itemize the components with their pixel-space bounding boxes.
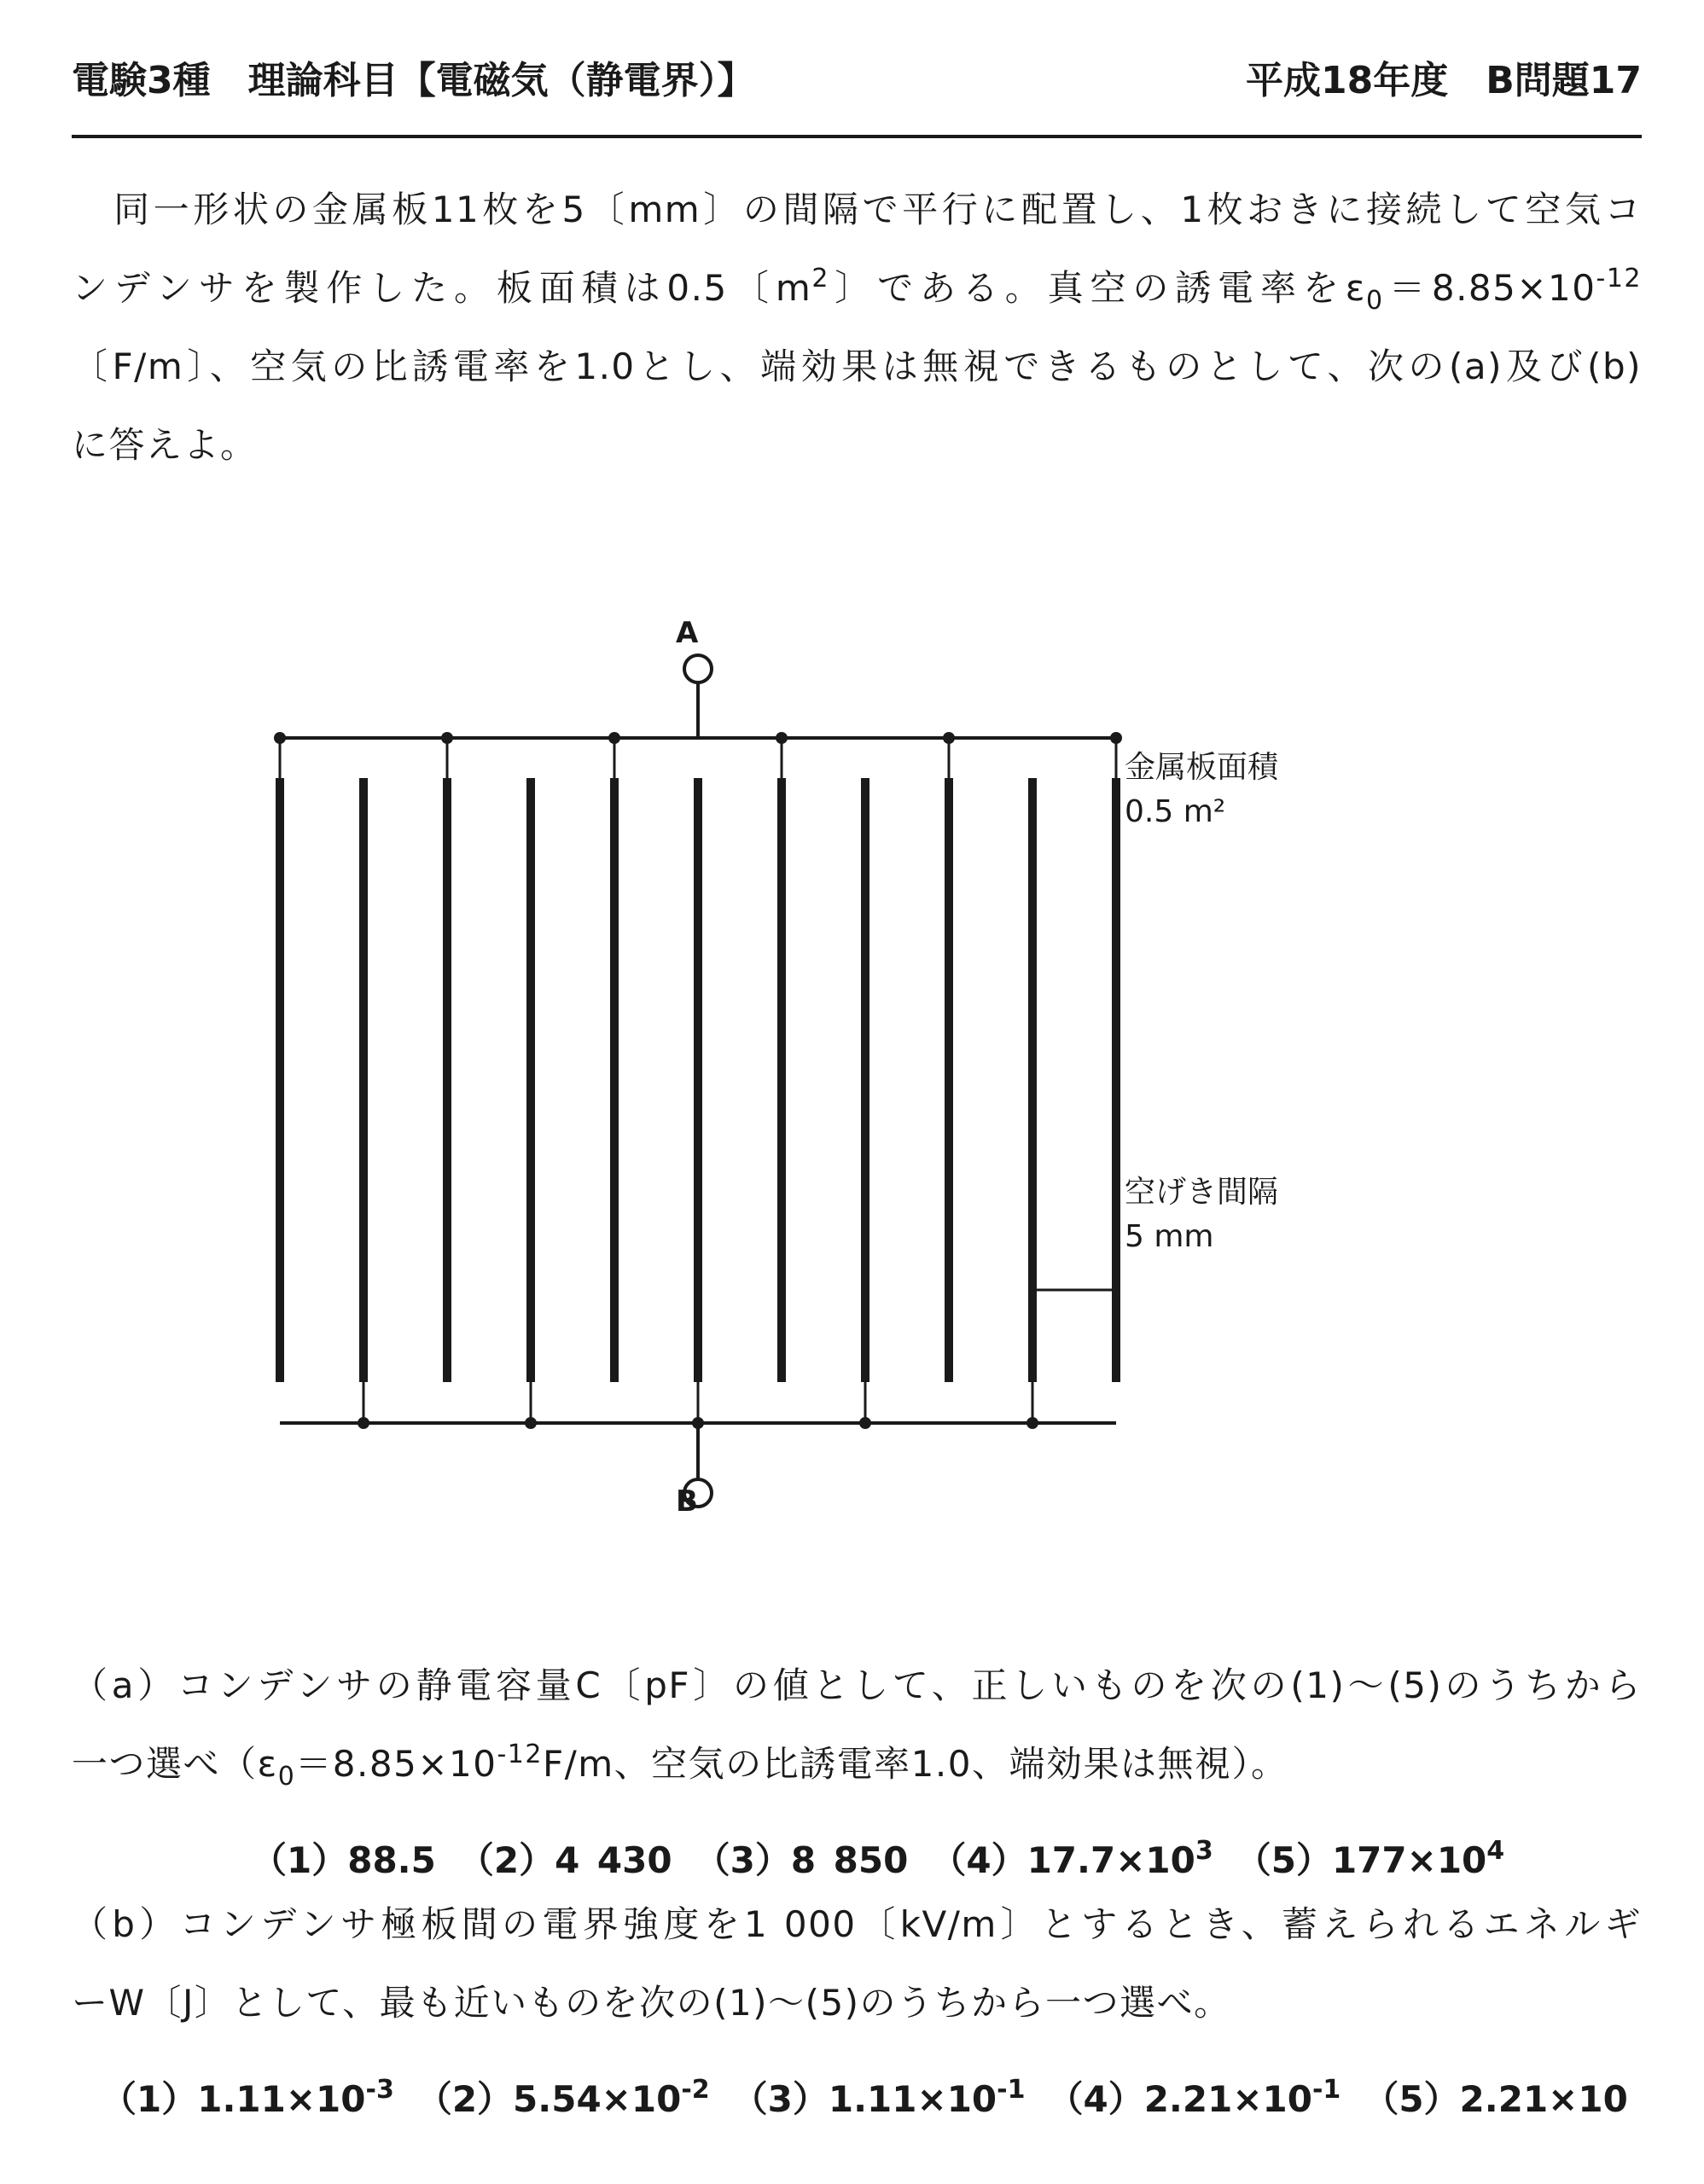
question-a-line-2: 一つ選べ（$\varepsilon_0=8.85\times 10^{-12}F/m$、空気の比誘電率1.0、端効果は無視）。 [72, 1740, 1288, 1792]
question-a-choice-3: （3）8 850 [694, 1839, 909, 1881]
junction-dot [358, 1417, 369, 1429]
metal-plates [280, 778, 1116, 1382]
gap-value: 5 mm [1125, 1219, 1214, 1254]
gap-label [1125, 1170, 1278, 1259]
question-a-choice-1: （1）88.5 [251, 1839, 436, 1881]
junction-dot [943, 732, 955, 744]
question-a-choice-4: $(4)17.7\times 10^3$ [930, 1836, 1213, 1881]
question-b-choices [101, 2071, 1650, 2123]
terminal-a-label: A [676, 616, 699, 650]
plate-area-value: 0.5 m² [1125, 794, 1226, 829]
question-a [72, 1647, 1642, 1804]
question-a-choices [251, 1833, 1527, 1884]
question-a-choice-2: （2）4 430 [457, 1839, 672, 1881]
problem-id: 平成18年度 B問題17 [1246, 59, 1642, 102]
junction-dot [776, 732, 788, 744]
terminal-b-label: B [676, 1484, 698, 1519]
subject-title: 電験3種 理論科目【電磁気（静電界）】 [72, 59, 755, 102]
gap-caption: 空げき間隔 [1125, 1175, 1279, 1210]
question-b-choice-2: $(2)5.54\times 10^{-2}$ [416, 2075, 710, 2120]
problem-line-2: ンデンサを製作した。板面積は0.5〔$m^2$〕である。真空の誘電率を$\varepsilon_0=8.85\times 10^{-12}$ [72, 264, 1642, 316]
junction-dot [1110, 732, 1122, 744]
plate-area-caption: 金属板面積 [1125, 750, 1279, 785]
question-a-line-1: （a）コンデンサの静電容量C〔pF〕の値として、正しいものを次の(1)〜(5)のうちから [72, 1664, 1642, 1706]
question-b-line-1: （b）コンデンサ極板間の電界強度を1 000〔kV/m〕とするとき、蓄えられるエネルギ [72, 1903, 1642, 1945]
question-b-choice-3: $(3)1.11\times 10^{-1}$ [731, 2075, 1026, 2120]
question-b-choice-4: $(4)2.21\times 10^{-1}$ [1047, 2075, 1341, 2120]
problem-line-3: 〔F/m〕、空気の比誘電率を1.0とし、端効果は無視できるものとして、次の(a)及び(b) [72, 346, 1642, 387]
question-b-line-2: ーW〔J〕として、最も近いものを次の(1)〜(5)のうちから一つ選べ。 [72, 1982, 1231, 2024]
plate-area-label [1125, 746, 1278, 834]
junction-dot [608, 732, 620, 744]
question-b-choice-5: （5）2.21×10 [1363, 2078, 1628, 2120]
junction-dot [525, 1417, 537, 1429]
question-b-choice-1: $(1)1.11\times 10^{-3}$ [101, 2075, 394, 2120]
question-b [72, 1885, 1642, 2042]
junction-dot [859, 1417, 871, 1429]
problem-line-1: 同一形状の金属板11枚を5〔mm〕の間隔で平行に配置し、1枚おきに接続して空気コ [111, 189, 1642, 230]
junction-dot [441, 732, 453, 744]
question-a-choice-5: $(5)177\times 10^4$ [1235, 1836, 1505, 1881]
junction-dot [274, 732, 286, 744]
problem-line-4: に答えよ。 [72, 424, 258, 466]
junction-dot [1026, 1417, 1038, 1429]
terminal-a [684, 655, 712, 682]
